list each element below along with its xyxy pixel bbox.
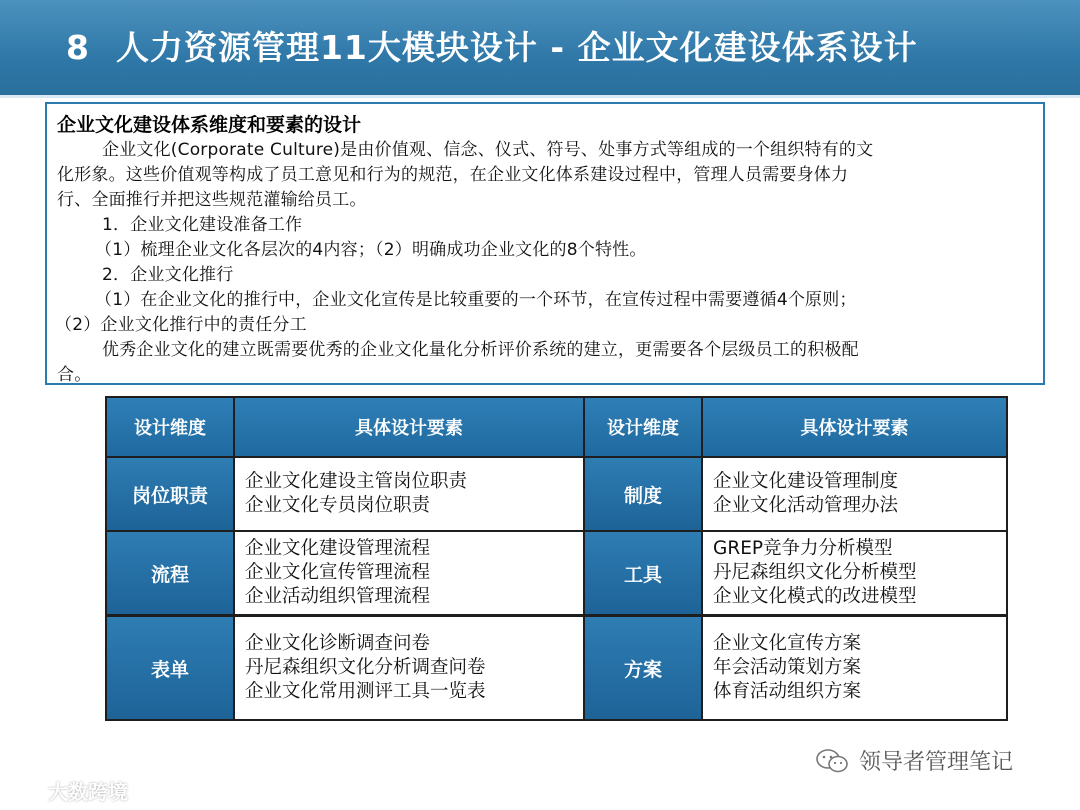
element-item: 年会活动策划方案	[713, 657, 862, 678]
dimension-cell: 制度	[585, 458, 701, 530]
element-item: 企业文化诊断调查问卷	[245, 633, 431, 654]
design-elements-table	[105, 396, 1008, 721]
watermark	[10, 776, 128, 805]
wechat-signature	[815, 745, 1013, 776]
dimension-cell: 方案	[585, 617, 701, 719]
elements-cell	[235, 458, 583, 530]
dimension-cell: 工具	[585, 532, 701, 614]
watermark-logo-icon	[10, 780, 44, 802]
header-divider	[0, 95, 1080, 98]
paragraph-line: 化形象。这些价值观等构成了员工意见和行为的规范，在企业文化体系建设过程中，管理人员需要身体力	[57, 165, 849, 185]
table-header-cell: 具体设计要素	[703, 398, 1006, 456]
table-header-cell: 设计维度	[585, 398, 701, 456]
dimension-cell: 流程	[107, 532, 233, 614]
paragraph-line: 2．企业文化推行	[102, 265, 234, 285]
wechat-account-name: 领导者管理笔记	[859, 750, 1014, 775]
element-item: 丹尼森组织文化分析模型	[713, 562, 917, 583]
element-item: 企业文化宣传管理流程	[245, 562, 431, 583]
paragraph-line: （1）梳理企业文化各层次的4内容；（2）明确成功企业文化的8个特性。	[95, 240, 647, 260]
description-box	[45, 102, 1045, 385]
elements-cell	[235, 532, 583, 614]
element-item: 企业文化常用测评工具一览表	[245, 681, 486, 702]
element-item: GREP竞争力分析模型	[713, 538, 893, 559]
table-header-cell: 设计维度	[107, 398, 233, 456]
paragraph-line: （2）企业文化推行中的责任分工	[55, 315, 307, 335]
elements-cell	[235, 617, 583, 719]
elements-cell	[703, 532, 1006, 614]
dimension-cell: 表单	[107, 617, 233, 719]
element-item: 企业文化建设管理制度	[713, 471, 899, 492]
section-number: 8	[66, 28, 90, 67]
box-heading: 企业文化建设体系维度和要素的设计	[57, 114, 362, 136]
element-item: 丹尼森组织文化分析调查问卷	[245, 657, 486, 678]
element-item: 企业文化活动管理办法	[713, 495, 899, 516]
element-item: 企业活动组织管理流程	[245, 586, 431, 607]
element-item: 企业文化建设管理流程	[245, 538, 431, 559]
title-bar	[0, 0, 1080, 95]
paragraph-line: 1．企业文化建设准备工作	[102, 215, 303, 235]
page-title	[66, 22, 918, 69]
element-item: 企业文化专员岗位职责	[245, 495, 431, 516]
table-header-cell: 具体设计要素	[235, 398, 583, 456]
element-item: 企业文化模式的改进模型	[713, 586, 917, 607]
dimension-cell: 岗位职责	[107, 458, 233, 530]
section-title: 人力资源管理11大模块设计 - 企业文化建设体系设计	[115, 28, 918, 67]
element-item: 企业文化宣传方案	[713, 633, 862, 654]
elements-cell	[703, 617, 1006, 719]
watermark-text: 大数跨境	[48, 780, 128, 804]
elements-cell	[703, 458, 1006, 530]
element-item: 体育活动组织方案	[713, 681, 862, 702]
paragraph-line: 合。	[57, 365, 92, 385]
paragraph-line: 优秀企业文化的建立既需要优秀的企业文化量化分析评价系统的建立，更需要各个层级员工的积极配	[102, 340, 859, 360]
paragraph-line: 行、全面推行并把这些规范灌输给员工。	[57, 190, 367, 210]
wechat-icon	[815, 748, 849, 774]
element-item: 企业文化建设主管岗位职责	[245, 471, 468, 492]
paragraph-line: 企业文化(Corporate Culture)是由价值观、信念、仪式、符号、处事方式等组成的一个组织特有的文	[102, 140, 874, 160]
paragraph-line: （1）在企业文化的推行中，企业文化宣传是比较重要的一个环节，在宣传过程中需要遵循4个原则；	[95, 290, 857, 310]
